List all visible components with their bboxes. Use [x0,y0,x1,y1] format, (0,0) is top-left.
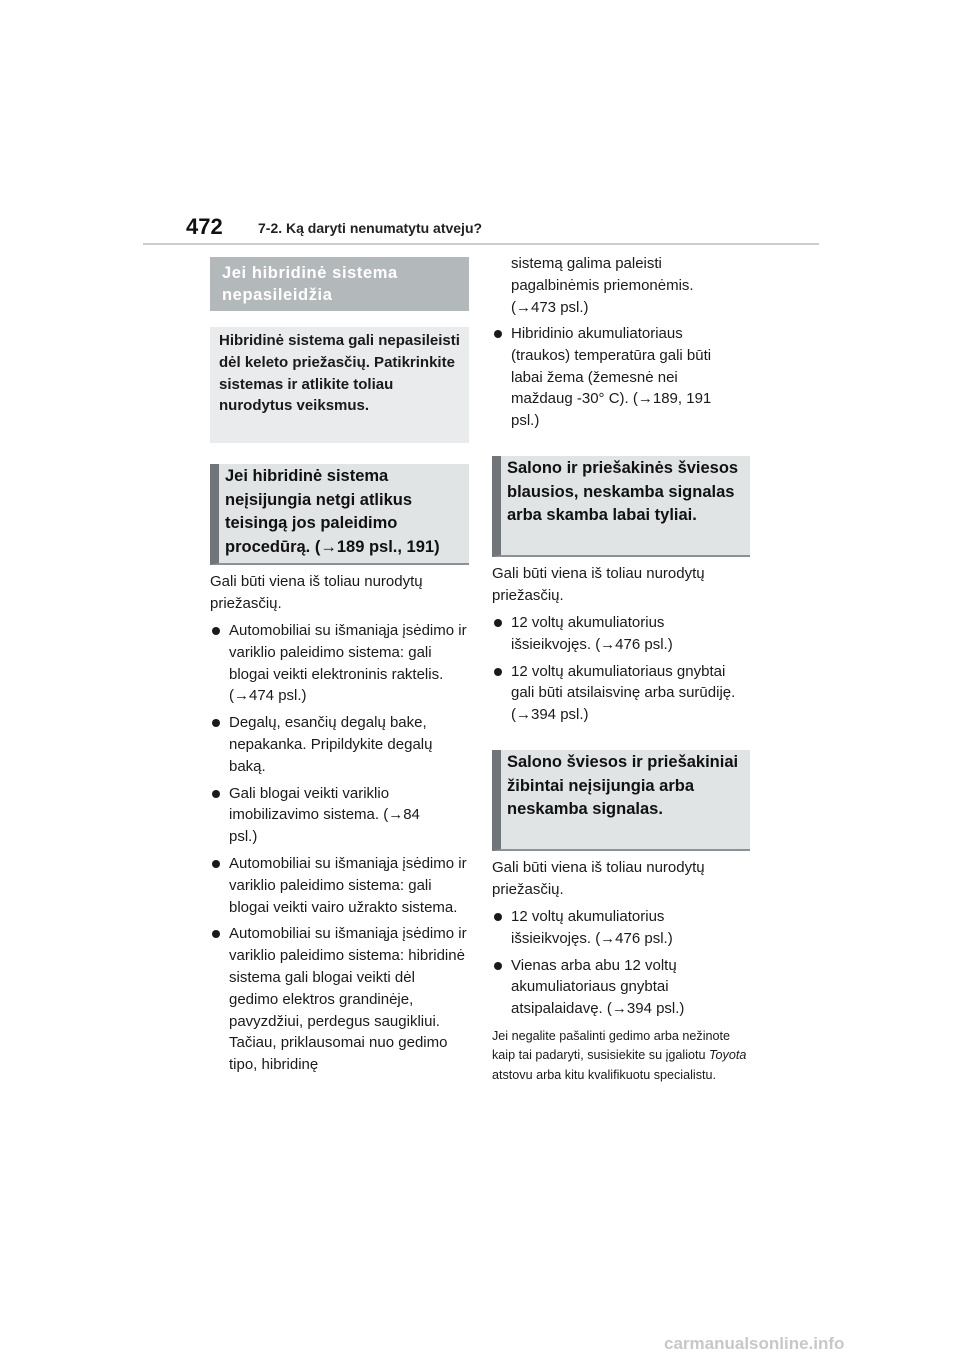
dim-lights-cause-list [492,612,750,726]
lead-paragraph: Gali būti viena iš toliau nurodytų priežasčių. [492,565,705,604]
list-item: 12 voltų akumuliatorius išsieikvojęs. (→476 psl.) [492,612,750,656]
bullet-dot [212,860,220,868]
list-item: Automobiliai su išmaniąja įsėdimo ir variklio paleidimo sistema: gali blogai veikti elektroninis raktelis. (→474 psl.) [210,620,468,707]
bullet-dot [494,619,502,627]
section-title-banner: Jei hibridinė sistema nepasileidžia [210,257,469,311]
bullet-dot [494,330,502,338]
section-title-dim-lights: Salono ir priešakinės šviesos blausios, neskamba signalas arba skamba labai tyliai. [492,456,750,557]
bullet-dot [212,719,220,727]
list-item: 12 voltų akumuliatoriaus gnybtai gali būti atsilaisvinę arba surūdiję. (→394 psl.) [492,661,750,726]
list-item: Degalų, esančių degalų bake, nepakanka. Pripildykite degalų baką. [210,712,468,777]
list-item: Hibridinio akumuliatoriaus (traukos) temperatūra gali būti labai žema (žemesnė nei maždaug -30° C). (→189, 191 psl.) [492,323,732,432]
no-lights-cause-list [492,906,750,1020]
running-head: 7-2. Ką daryti nenumatytu atveju? [258,220,483,236]
section-title-no-lights: Salono šviesos ir priešakiniai žibintai neįsijungia arba neskamba signalas. [492,750,750,851]
page-number: 472 [186,214,223,239]
lead-paragraph: Gali būti viena iš toliau nurodytų priežasčių. [210,573,423,612]
bullet-dot [494,913,502,921]
dealer-note: Jei negalite pašalinti gedimo arba nežinote kaip tai padaryti, susisiekite su įgaliotu Toyota atstovu arba kitu kvalifikuotu specialistu. [492,1029,747,1082]
list-item: Vienas arba abu 12 voltų akumuliatoriaus gnybtai atsipalaidavę. (→394 psl.) [492,955,750,1020]
header-rule [143,243,819,245]
lead-paragraph: Gali būti viena iš toliau nurodytų priežasčių. [492,859,705,898]
subsection-title-banner: Jei hibridinė sistema neįsijungia netgi atlikus teisingą jos paleidimo procedūrą. (→189 psl., 191) [210,464,469,565]
list-item: Gali blogai veikti variklio imobilizavimo sistema. (→84 psl.) [210,783,468,848]
list-item: 12 voltų akumuliatorius išsieikvojęs. (→476 psl.) [492,906,750,950]
brand-name: Toyota [709,1048,747,1063]
bullet-dot [494,668,502,676]
list-item: Automobiliai su išmaniąja įsėdimo ir variklio paleidimo sistema: gali blogai veikti vairo užrakto sistema. [210,853,468,918]
bullet-dot [212,627,220,635]
bullet-dot [212,930,220,938]
list-item: Automobiliai su išmaniąja įsėdimo ir variklio paleidimo sistema: hibridinė sistema gali blogai veikti dėl gedimo elektros grandinėje, pavyzdžiui, perdegus saugikliui. Tačiau, priklausomai nuo gedimo tipo, hibridinę [210,923,468,1076]
bullet-dot [494,962,502,970]
continued-text: sistemą galima paleisti pagalbinėmis priemonėmis. (→473 psl.) [511,255,694,316]
cause-list [210,620,468,1076]
watermark: carmanualsonline.info [664,1334,845,1353]
cause-list-continued [492,323,732,432]
bullet-dot [212,790,220,798]
intro-box: Hibridinė sistema gali nepasileisti dėl keleto priežasčių. Patikrinkite sistemas ir atlikite toliau nurodytus veiksmus. [210,327,469,443]
